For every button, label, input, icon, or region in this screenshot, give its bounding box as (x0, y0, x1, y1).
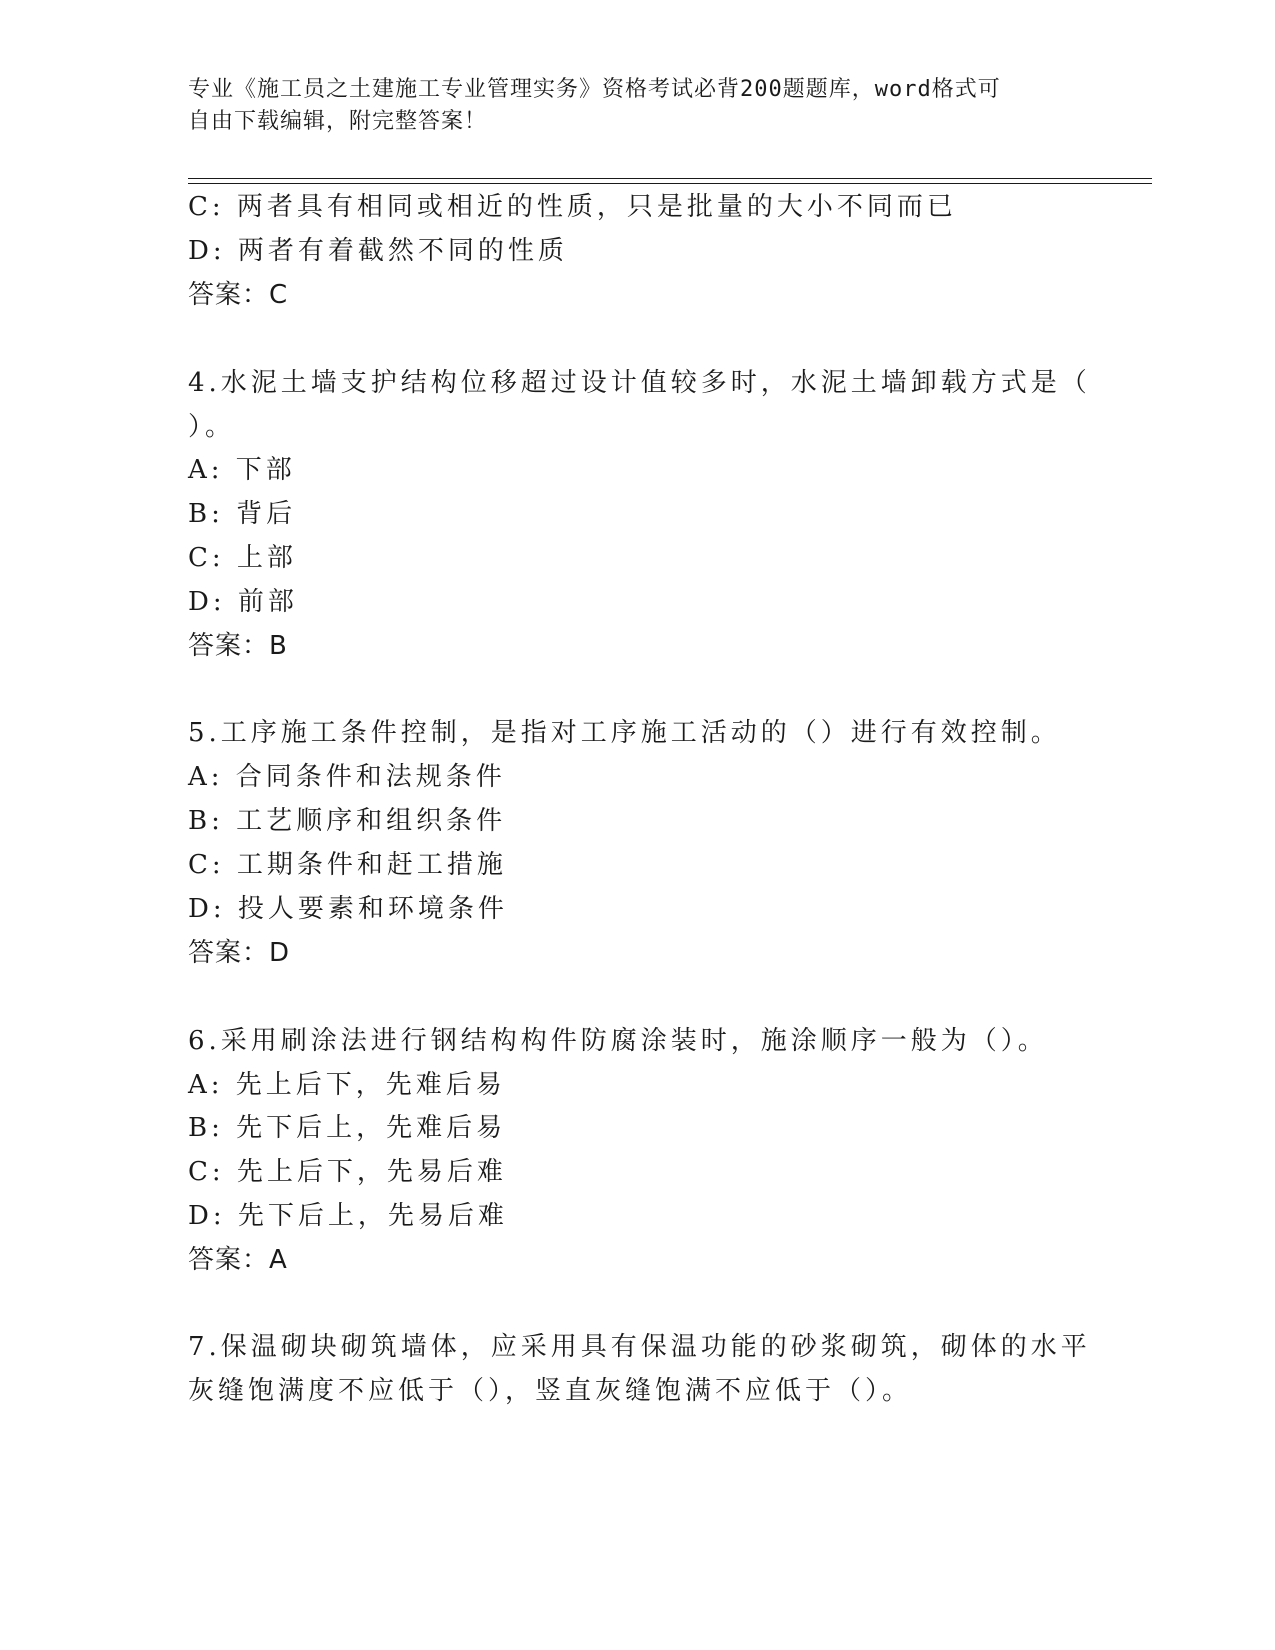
q6-option-b: B: 先下后上，先难后易 (188, 1113, 507, 1143)
q4-stem-line-1: 4.水泥土墙支护结构位移超过设计值较多时，水泥土墙卸载方式是（ (188, 368, 1091, 398)
q4-stem-line-2: ）。 (188, 412, 236, 442)
q3-answer: 答案：C (188, 280, 289, 310)
q5-option-c: C: 工期条件和赶工措施 (188, 850, 507, 880)
header-line-1: 专业《施工员之土建施工专业管理实务》资格考试必背200题题库，word格式可 (188, 77, 1001, 102)
q4-option-c: C: 上部 (188, 543, 297, 573)
q5-stem: 5.工序施工条件控制，是指对工序施工活动的（）进行有效控制。 (188, 718, 1061, 748)
q3-option-d: D: 两者有着截然不同的性质 (188, 236, 568, 266)
q7-stem-line-1: 7.保温砌块砌筑墙体，应采用具有保温功能的砂浆砌筑，砌体的水平 (188, 1332, 1091, 1362)
header-divider-bottom (188, 183, 1152, 184)
q5-option-b: B: 工艺顺序和组织条件 (188, 806, 507, 836)
q3-option-c: C: 两者具有相同或相近的性质，只是批量的大小不同而已 (188, 192, 957, 222)
q6-stem: 6.采用刷涂法进行钢结构构件防腐涂装时，施涂顺序一般为（）。 (188, 1026, 1048, 1056)
q4-option-d: D: 前部 (188, 587, 298, 617)
q6-option-a: A: 先上后下，先难后易 (188, 1070, 506, 1100)
header-divider-top (188, 178, 1152, 179)
q4-answer: 答案：B (188, 631, 288, 661)
q5-option-a: A: 合同条件和法规条件 (188, 762, 506, 792)
q6-option-d: D: 先下后上，先易后难 (188, 1201, 508, 1231)
q7-stem-line-2: 灰缝饱满度不应低于（），竖直灰缝饱满不应低于（）。 (188, 1376, 913, 1406)
q5-answer: 答案：D (188, 938, 291, 968)
q4-option-a: A: 下部 (188, 455, 296, 485)
q5-option-d: D: 投人要素和环境条件 (188, 894, 508, 924)
q6-answer: 答案：A (188, 1245, 288, 1275)
document-header (188, 74, 1068, 138)
header-line-2: 自由下载编辑，附完整答案！ (188, 109, 488, 134)
q4-option-b: B: 背后 (188, 499, 297, 529)
q6-option-c: C: 先上后下，先易后难 (188, 1157, 507, 1187)
